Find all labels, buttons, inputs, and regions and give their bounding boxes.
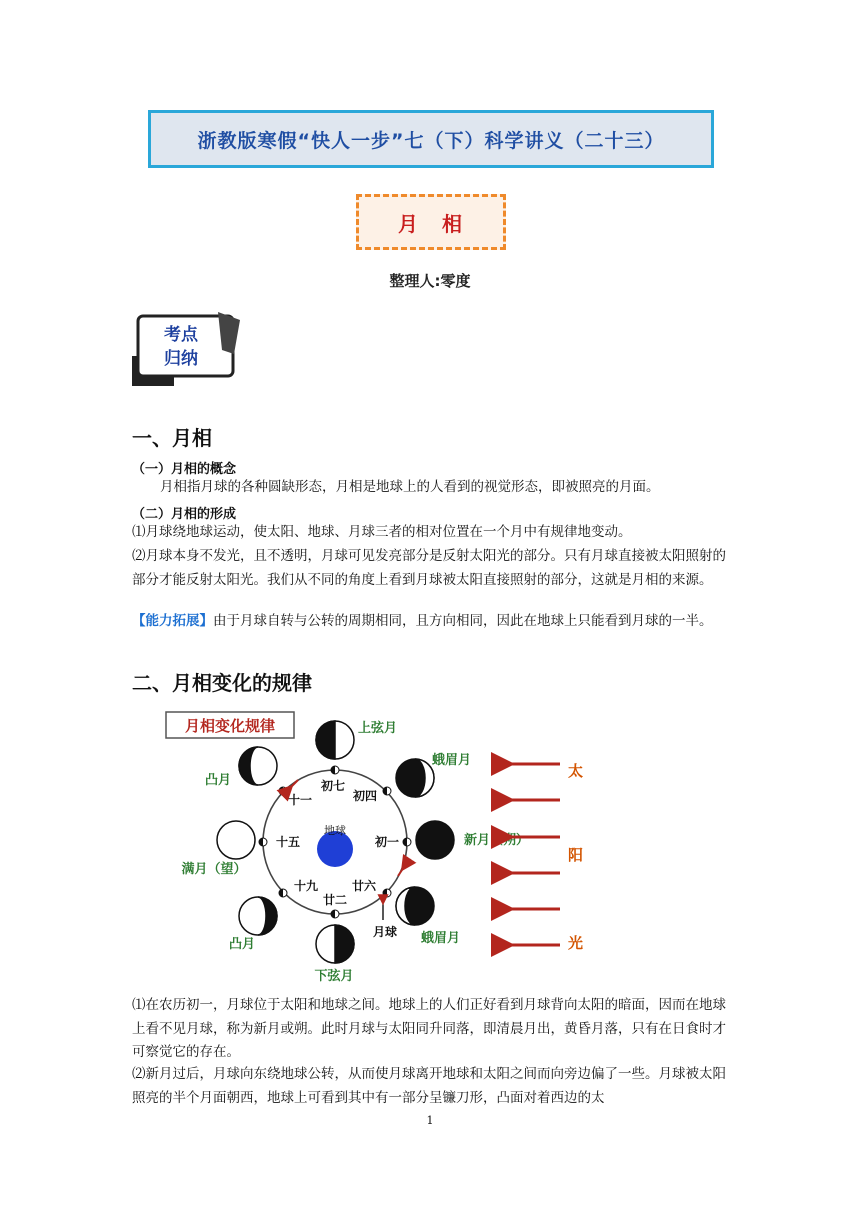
day-label: 廿二 <box>322 893 348 907</box>
new-moon-icon <box>416 821 454 859</box>
phase-label: 下弦月 <box>314 969 354 984</box>
day-label: 初一 <box>374 835 400 849</box>
day-label: 十一 <box>287 793 313 807</box>
title-box <box>148 110 714 168</box>
phase-label: 上弦月 <box>358 721 398 736</box>
ext-text: 由于月球自转与公转的周期相同，且方向相同，因此在地球上只能看到月球的一半。 <box>213 613 713 629</box>
compiler-line <box>360 270 500 291</box>
phase-label: 凸月 <box>228 937 256 952</box>
phase-label: 蛾眉月 <box>421 931 461 946</box>
ext-label: 【能力拓展】 <box>132 613 213 629</box>
section2-heading: 二、月相变化的规律 <box>132 671 312 695</box>
section1-heading: 一、月相 <box>132 426 212 450</box>
sunlight-label: 太 <box>568 762 584 780</box>
section1-p1: 月相指月球的各种圆缺形态，月相是地球上的人看到的视觉形态，即被照亮的月面。 <box>160 479 660 495</box>
full-moon-icon <box>217 821 255 859</box>
phase-label: 蛾眉月 <box>432 753 472 768</box>
sunlight-label: 阳 <box>568 846 584 864</box>
section1-ext <box>132 610 732 634</box>
day-label: 廿六 <box>351 879 377 893</box>
page-number: 1 <box>426 1114 434 1127</box>
badge-line1: 考点 <box>164 325 198 345</box>
phase-label: 满月（望） <box>181 862 247 877</box>
moon-phase-diagram <box>150 706 590 992</box>
orbit-arrow <box>398 870 402 876</box>
document-title: 浙教版寒假“快人一步”七（下）科学讲义（二十三） <box>197 129 665 152</box>
section1-p2: ⑴月球绕地球运动，使太阳、地球、月球三者的相对位置在一个月中有规律地变动。 <box>132 524 632 540</box>
section1-sub1: （一）月相的概念 <box>132 462 237 477</box>
day-label: 初四 <box>352 789 378 803</box>
phase-label: 凸月 <box>204 773 232 788</box>
sunlight-arrows <box>512 764 560 945</box>
day-label: 初七 <box>320 779 346 793</box>
phase-label: 新月（朔） <box>464 833 530 848</box>
section1-p3: ⑵月球本身不发光，且不透明，月球可见发亮部分是反射太阳光的部分。只有月球直接被太阳照射的部分才能反射太阳光。我们从不同的角度上看到月球被太阳直接照射的部分，这就是月相的来源。 <box>132 548 726 588</box>
section2-p1: ⑴在农历初一，月球位于太阳和地球之间。地球上的人们正好看到月球背向太阳的暗面，因而在地球上看不见月球，称为新月或朔。此时月球与太阳同升同落，即清晨月出，黄昏月落，只有在日食时才可察觉它的存在。 <box>132 997 726 1061</box>
moon-label: 月球 <box>372 925 398 939</box>
day-label: 十五 <box>275 835 301 849</box>
earth-label: 地球 <box>324 824 346 837</box>
day-label: 十九 <box>293 879 319 893</box>
sunlight-label: 光 <box>568 934 584 952</box>
key-points-badge <box>130 310 245 388</box>
diagram-title: 月相变化规律 <box>184 717 276 735</box>
badge-base-shape <box>144 376 174 386</box>
compiler-text: 整理人:零度 <box>389 272 471 290</box>
topic-box <box>356 194 506 250</box>
topic-title: 月 相 <box>398 211 464 236</box>
section1-sub2: （二）月相的形成 <box>132 507 237 522</box>
section2-p2: ⑵新月过后，月球向东绕地球公转，从而使月球离开地球和太阳之间而向旁边偏了一些。月球被太阳照亮的半个月面朝西，地球上可看到其中有一部分呈镰刀形，凸面对着西边的太 <box>132 1066 726 1106</box>
badge-line2: 归纳 <box>164 349 198 369</box>
